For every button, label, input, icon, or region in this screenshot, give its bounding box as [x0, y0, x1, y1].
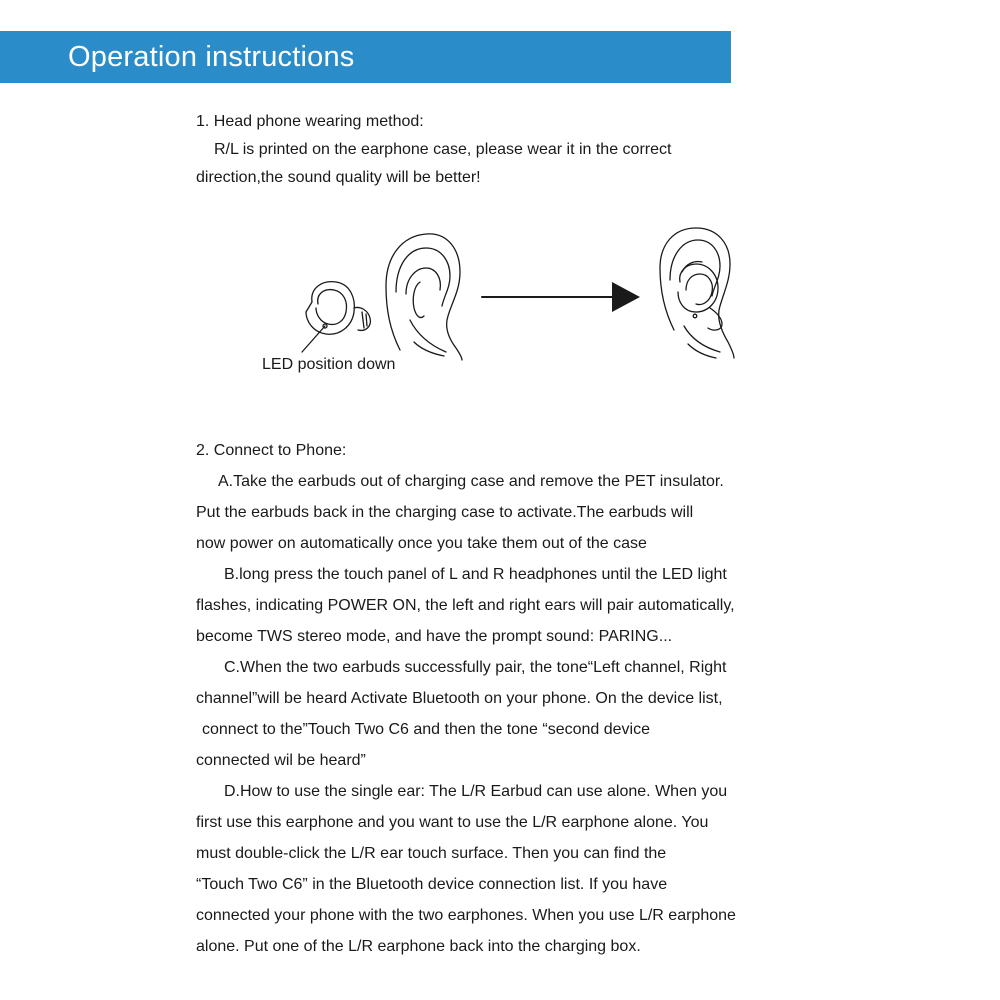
page-title: Operation instructions	[68, 41, 355, 73]
step-b-line: flashes, indicating POWER ON, the left and right ears will pair automatically,	[196, 597, 735, 614]
step-c-line: C.When the two earbuds successfully pair, the tone“Left channel, Right	[224, 659, 727, 676]
earbud-icon	[302, 282, 370, 352]
ear-icon	[386, 234, 462, 360]
step-d-line: must double-click the L/R ear touch surface. Then you can find the	[196, 845, 667, 862]
step-c-line: channel”will be heard Activate Bluetooth on your phone. On the device list,	[196, 690, 723, 707]
paragraph-line: R/L is printed on the earphone case, please wear it in the correct	[214, 141, 672, 158]
ear-with-earbud-icon	[660, 228, 734, 358]
step-d-line: D.How to use the single ear: The L/R Earbud can use alone. When you	[224, 783, 728, 800]
step-d-line: “Touch Two C6” in the Bluetooth device connection list. If you have	[196, 876, 668, 893]
step-d-line: alone. Put one of the L/R earphone back into the charging box.	[196, 938, 641, 955]
step-d-line: first use this earphone and you want to use the L/R earphone alone. You	[196, 814, 709, 831]
paragraph-line: direction,the sound quality will be better!	[196, 169, 481, 186]
section-heading: 1. Head phone wearing method:	[196, 113, 424, 130]
header-banner	[0, 31, 731, 83]
step-a-line: A.Take the earbuds out of charging case and remove the PET insulator.	[218, 473, 724, 490]
step-a-line: Put the earbuds back in the charging case to activate.The earbuds will	[196, 504, 694, 521]
arrow-right-icon	[482, 282, 640, 312]
step-c-line: connect to the”Touch Two C6 and then the tone “second device	[202, 721, 650, 738]
step-d-line: connected your phone with the two earphones. When you use L/R earphone	[196, 907, 736, 924]
step-c-line: connected wil be heard”	[196, 752, 366, 769]
section-wearing-method	[196, 108, 671, 192]
section-heading: 2. Connect to Phone:	[196, 442, 347, 459]
step-a-line: now power on automatically once you take them out of the case	[196, 535, 647, 552]
section-connect-to-phone	[196, 435, 736, 962]
step-b-line: become TWS stereo mode, and have the prompt sound: PARING...	[196, 628, 673, 645]
step-b-line: B.long press the touch panel of L and R headphones until the LED light	[224, 566, 727, 583]
led-position-label: LED position down	[262, 356, 396, 373]
